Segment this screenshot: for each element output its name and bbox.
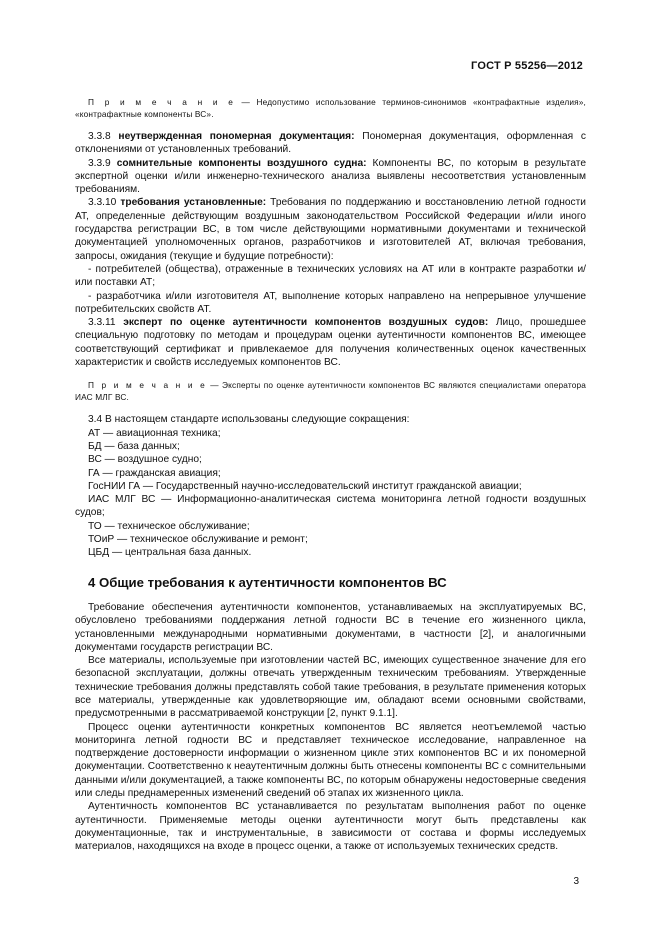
term-definition: Лицо, прошедшее специальную подготовку по методам и процедурам оценки аутентичности компонентов ВС, имеющее соответствующий сертификат и привлекаемое для получения количественных оценок качественных характеристик и свойств исследуемых компонентов ВС. bbox=[75, 317, 586, 369]
document-header: ГОСТ Р 55256—2012 bbox=[471, 60, 583, 72]
term-name: требования установленные: bbox=[120, 197, 267, 209]
term-definition: Компоненты ВС, по которым в результате экспертной оценки и/или инженерно-технического анализа выявлены несоответствия установленным требованиям. bbox=[75, 157, 586, 196]
note-2 bbox=[75, 379, 586, 403]
term-definition: Пономерная документация, оформленная с отклонениями от установленных требований. bbox=[75, 131, 586, 156]
section-4-heading: 4 Общие требования к аутентичности компонентов ВС bbox=[88, 574, 447, 590]
page-number: 3 bbox=[573, 876, 579, 887]
term-number: 3.3.9 bbox=[88, 157, 111, 169]
note-1-text: — Недопустимо использование терминов-синонимов «контрафактные изделия», «контрафактные компоненты ВС». bbox=[75, 97, 586, 119]
term-3-3-9 bbox=[75, 157, 586, 197]
section-4-paragraph: Все материалы, используемые при изготовлении частей ВС, имеющих существенное значение для его безопасной эксплуатации, должны отвечать утвержденным техническим требованиям. Утвержденные технические требования должны представлять собой такие требования, в результате применения которых все материалы, утвержденные как удовлетворяющие им, обладают всеми основными свойствами, предусмотренными в рассматриваемой конструкции [2, пункт 9.1.1]. bbox=[75, 655, 586, 720]
abbreviation-item: ТО — техническое обслуживание; bbox=[88, 520, 250, 532]
section-4-paragraph: Требование обеспечения аутентичности компонентов, устанавливаемых на эксплуатируемых ВС, обусловлено требованиями поддержания летной годности ВС в течение его жизненного цикла, установленными международными нормативными документами, в частности [2], и аналогичными документами государств регистрации ВС. bbox=[75, 601, 586, 653]
term-name: эксперт по оценке аутентичности компонентов воздушных судов: bbox=[123, 317, 489, 329]
abbreviation-item: ТОиР — техническое обслуживание и ремонт; bbox=[88, 534, 308, 546]
note-1 bbox=[75, 96, 586, 120]
abbreviation-item: ГА — гражданская авиация; bbox=[88, 467, 221, 479]
note-1-label: П р и м е ч а н и е bbox=[88, 97, 236, 107]
abbreviation-item: ИАС МЛГ ВС — Информационно-аналитическая система мониторинга летной годности воздушных судов; bbox=[75, 494, 586, 519]
term-name: сомнительные компоненты воздушного судна: bbox=[116, 157, 367, 169]
term-3-3-11 bbox=[75, 316, 586, 369]
term-number: 3.3.11 bbox=[88, 317, 116, 329]
abbreviation-item: АТ — авиационная техника; bbox=[88, 427, 221, 439]
term-definition: Требования по поддержанию и восстановлению летной годности АТ, определенные действующим воздушным законодательством Российской Федерации и/или иного государства регистрации ВС, в том числе действующими нормативными документами и технической документацией уполномоченных органов, разработчиков и изготовителей АТ, включая требования, запросы, ожидания (текущие и будущие потребности): bbox=[75, 197, 586, 262]
note-2-text: — Эксперты по оценке аутентичности компонентов ВС являются специалистами оператора ИАС МЛГ ВС. bbox=[75, 380, 586, 403]
abbreviation-item: БД — база данных; bbox=[88, 440, 180, 452]
bullet-item: - разработчика и/или изготовителя АТ, выполнение которых направлено на непрерывное улучшение потребительских свойств АТ. bbox=[75, 290, 586, 315]
term-3-3-10 bbox=[75, 196, 586, 262]
page-content bbox=[75, 96, 586, 854]
term-3-3-8 bbox=[75, 130, 586, 157]
term-name: неутвержденная пономерная документация: bbox=[118, 131, 355, 142]
abbreviation-item: ГосНИИ ГА — Государственный научно-исследовательский институт гражданской авиации; bbox=[88, 480, 522, 492]
abbreviation-item: ЦБД — центральная база данных. bbox=[88, 547, 252, 559]
term-number: 3.3.8 bbox=[88, 131, 111, 142]
term-number: 3.3.10 bbox=[88, 197, 117, 209]
bullet-item: - потребителей (общества), отраженные в технических условиях на АТ или в контракте разработки и/или поставки АТ; bbox=[75, 263, 586, 289]
section-4-paragraph: Процесс оценки аутентичности конкретных компонентов ВС является неотъемлемой частью мониторинга летной годности ВС и представляет техническое исследование, направленное на подтверждение достоверности информации о жизненном цикле этих компонентов ВС и их пономерной документации. Соответственно к неаутентичным должны быть отнесены компоненты ВС с сомнительными данными и/или документацией, а также компоненты ВС, по которым обнаружены недостоверные сведения или следы преднамеренных изменений сведений об этапах их жизненного цикла. bbox=[75, 721, 586, 800]
abbreviations-intro: 3.4 В настоящем стандарте использованы следующие сокращения: bbox=[88, 414, 410, 426]
section-4-paragraph: Аутентичность компонентов ВС устанавливается по результатам выполнения работ по оценке аутентичности. Применяемые методы оценки аутентичности могут быть представлены как документационные, так и инструментальные, в зависимости от состава и формы исследуемых материалов, находящихся на входе в процесс оценки, а также от используемых технических средств. bbox=[75, 801, 586, 853]
abbreviation-item: ВС — воздушное судно; bbox=[88, 454, 202, 466]
note-2-label: П р и м е ч а н и е bbox=[88, 380, 207, 391]
